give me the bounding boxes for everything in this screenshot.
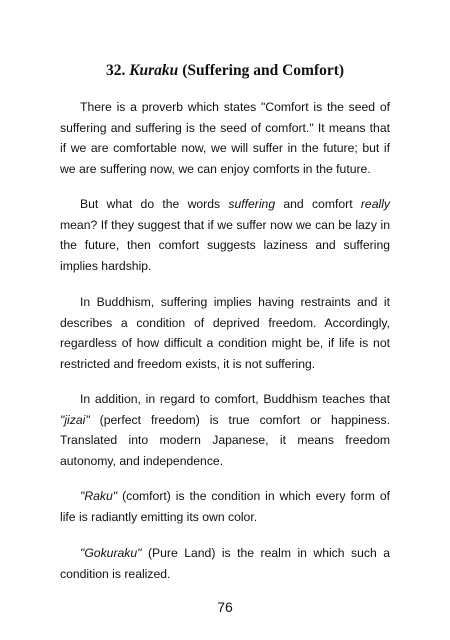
p4-term-jizai: "jizai" xyxy=(60,412,90,427)
p5-term-raku: "Raku" xyxy=(80,489,118,503)
chapter-title-rest: (Suffering and Comfort) xyxy=(182,62,345,79)
p4-text-c: (perfect freedom) is true comfort or happiness. Translated into modern Japanese, it means freedom autonomy, and independence. xyxy=(60,412,390,468)
p4-text-a: In addition, in regard to comfort, Buddhism teaches that xyxy=(80,392,390,406)
paragraph-1: There is a proverb which states "Comfort is the seed of suffering and suffering is the seed of comfort." It means that if we are comfortable now, we will suffer in the future; but if we are suffering now, we can enjoy comforts in the future. xyxy=(60,100,390,176)
p2-emphasis-suffering: suffering xyxy=(228,197,276,211)
paragraph-4 xyxy=(60,389,390,471)
p2-text-a: But what do the words xyxy=(80,197,229,211)
p5-text-b: (comfort) is the condition in which every form of life is radiantly emitting its own color. xyxy=(60,489,390,524)
paragraph-6 xyxy=(60,543,390,584)
p2-text-e: mean? If they suggest that if we suffer now we can be lazy in the future, then comfort suggests laziness and suffering implies hardship. xyxy=(60,217,390,273)
p2-emphasis-really: really xyxy=(360,197,390,211)
paragraph-5 xyxy=(60,486,390,527)
paragraph-3: In Buddhism, suffering implies having restraints and it describes a condition of deprived freedom. Accordingly, regardless of how difficult a condition might be, if life is not restricted and freedom exists, it is not suffering. xyxy=(60,295,390,371)
p6-text-b: (Pure Land) is the realm in which such a condition is realized. xyxy=(60,546,390,581)
chapter-title-italic: Kuraku xyxy=(129,62,179,79)
body-text xyxy=(60,97,390,599)
p6-term-gokuraku: "Gokuraku" xyxy=(80,546,142,560)
page-number: 76 xyxy=(217,599,233,615)
chapter-title xyxy=(0,62,450,80)
chapter-number: 32. xyxy=(105,62,126,79)
p2-text-c: and comfort xyxy=(275,197,361,211)
paragraph-2 xyxy=(60,194,390,276)
